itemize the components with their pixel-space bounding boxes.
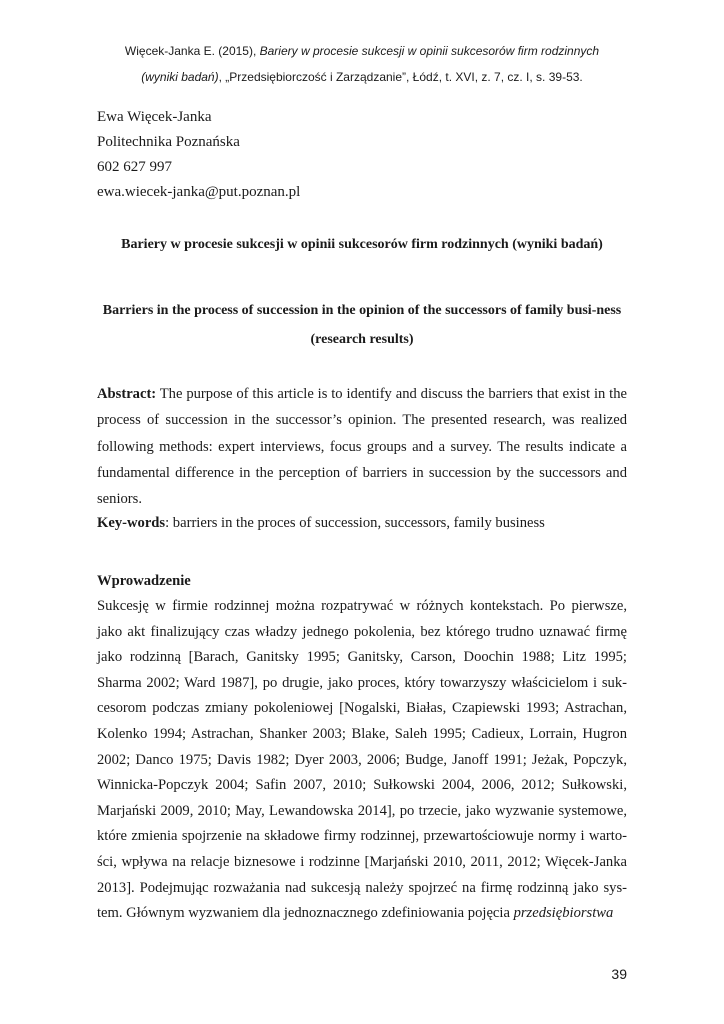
title-english: Barriers in the process of succession in the opinion of the successors of family busi-ness (research results) [102, 303, 622, 347]
keywords-text: : barriers in the proces of succession, successors, family business [165, 515, 545, 531]
running-head-citation: Więcek-Janka E. (2015), [124, 44, 260, 58]
section-body [97, 594, 627, 927]
author-phone: 602 627 997 [97, 159, 172, 175]
running-head-title: Bariery w procesie sukcesji w opinii sukcesorów firm rodzinnych [259, 44, 600, 58]
page-number: 39 [611, 966, 627, 982]
abstract-label: Abstract: [97, 386, 157, 402]
keywords-label: Key-words [97, 515, 166, 531]
section-body-text: Sukcesję w firmie rodzinnej można rozpatrywać w różnych kontekstach. Po pierwsze, jako akt finalizujący czas władzy jednego pokolenia, bez którego trudno uznawać firmę jako rodzinną [Barach, Ganitsky 1995; Ganitsky, Carson, Doochin 1988; Litz 1995; Sharma 2002; Ward 1987], po drugie, jako proces, który towarzyszy właścicielom i suk-cesorom podczas zmiany pokoleniowej [Nogalski, Białas, Czapiewski 1993; Astrachan, Kolenko 1994; Astrachan, Shanker 2003; Blake, Saleh 1995; Cadieux, Lorrain, Hugron 2002; Danco 1975; Davis 1982; Dyer 2003, 2006; Budge, Janoff 1991; Jeżak, Popczyk, Winnicka-Popczyk 2004; Safin 2007, 2010; Sułkowski 2004, 2006, 2012; Sułkowski, Marjański 2009, 2010; May, Lewandowska 2014], po trzecie, jako wyzwanie systemowe, które zmienia spojrzenie na składowe firmy rodzinnej, przewartościowuje normy i warto-ści, wpływa na relacje biznesowe i rodzinne [Marjański 2010, 2011, 2012; Więcek-Janka 2013]. Podejmując rozważania nad sukcesją należy spojrzeć na firmę rodzinną jako sys-tem. Głównym wyzwaniem dla jednoznacznego zdefiniowania pojęcia [97, 598, 627, 922]
running-head-journal: , „Przedsiębiorczość i Zarządzanie”, Łódź, t. XVI, z. 7, cz. I, s. 39-53. [218, 70, 583, 84]
keywords [97, 513, 627, 533]
author-name: Ewa Więcek-Janka [97, 109, 212, 125]
running-head-title-end: (wyniki badań) [141, 70, 219, 84]
author-block [97, 108, 300, 208]
running-head-line-1 [60, 44, 664, 58]
author-affiliation: Politechnika Poznańska [97, 134, 240, 150]
abstract-text: The purpose of this article is to identify and discuss the barriers that exist in the process of succession in the successor’s opinion. The presented research, was realized following methods: expert interviews, focus groups and a survey. The results indicate a fundamental difference in the perception of barriers in succession by the successors and seniors. [97, 386, 627, 508]
section-body-italic: przedsiębiorstwa [513, 905, 614, 922]
running-head-line-2 [60, 70, 664, 84]
abstract [97, 381, 627, 512]
section-heading: Wprowadzenie [97, 573, 191, 589]
title-polish: Bariery w procesie sukcesji w opinii sukcesorów firm rodzinnych (wyniki badań) [121, 237, 603, 252]
author-email: ewa.wiecek-janka@put.poznan.pl [97, 184, 301, 200]
